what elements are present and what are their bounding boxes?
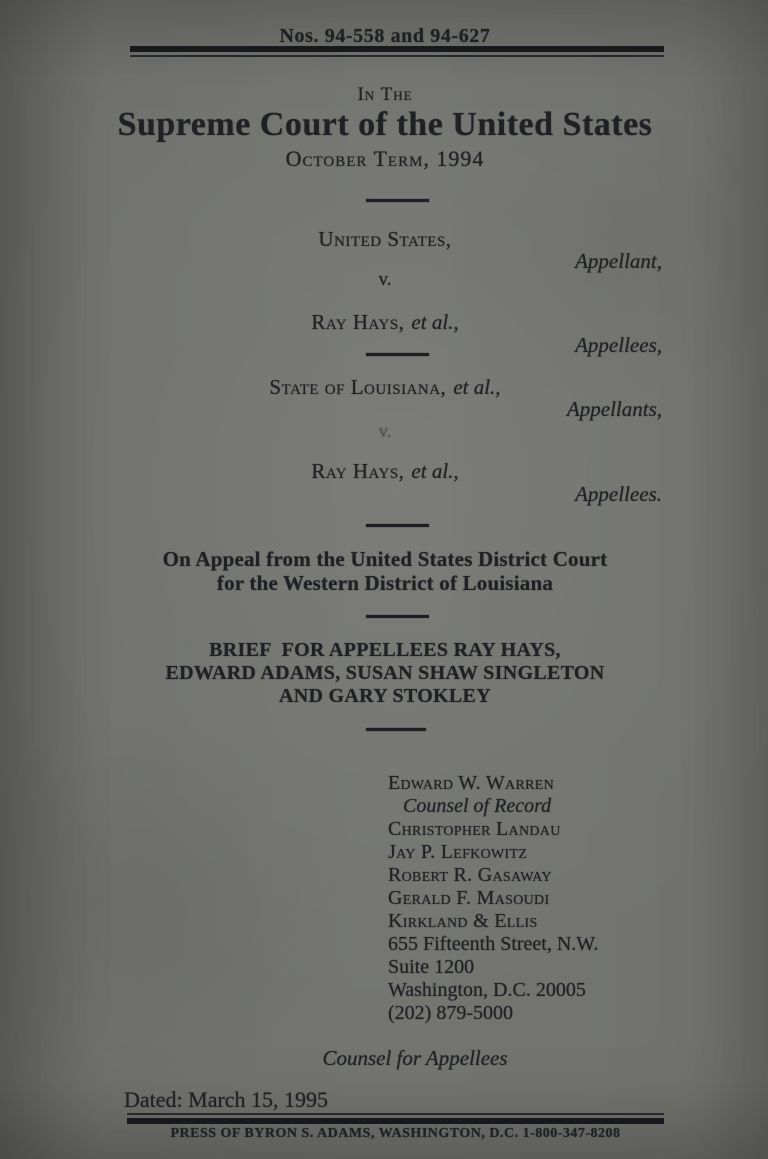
counsel-for-appellees-label: Counsel for Appellees — [322, 1046, 508, 1070]
case2-second-party — [10, 459, 760, 484]
counsel-name: Gerald F. Masoudi — [388, 887, 550, 909]
case2-second-party-name: Ray Hays, — [311, 459, 405, 483]
case1-versus: v. — [378, 269, 392, 290]
case2-appellants-label: Appellants, — [566, 397, 662, 421]
section-divider-rule — [366, 728, 426, 731]
term-line: October Term, 1994 — [285, 146, 485, 171]
case1-appellant-label: Appellant, — [575, 249, 662, 273]
section-divider-rule — [366, 615, 429, 618]
law-firm-name: Kirkland & Ellis — [388, 910, 538, 932]
phone-number: (202) 879-5000 — [388, 1002, 513, 1024]
printer-credit-line: PRESS OF BYRON S. ADAMS, WASHINGTON, D.C. 1-800-347-8208 — [170, 1126, 621, 1141]
section-divider-rule — [366, 524, 429, 527]
case1-appellees-label: Appellees, — [575, 333, 662, 357]
case1-second-party-etal: et al., — [411, 310, 459, 334]
case1-first-party-name: United States, — [318, 227, 452, 251]
section-divider-rule — [366, 199, 429, 202]
bottom-double-rule — [127, 1113, 664, 1124]
counsel-name: Christopher Landau — [388, 818, 561, 840]
counsel-name: Edward W. Warren — [388, 772, 554, 794]
court-name-title: Supreme Court of the United States — [117, 106, 653, 143]
case2-versus: v. — [378, 421, 392, 442]
case2-first-party-etal: et al., — [453, 375, 501, 399]
case2-second-party-etal: et al., — [411, 459, 459, 483]
section-divider-rule — [366, 353, 429, 356]
brief-title-line3: AND GARY STOKLEY — [279, 685, 491, 707]
address-suite: Suite 1200 — [388, 956, 475, 978]
appeal-statement-line2: for the Western District of Louisiana — [216, 571, 554, 595]
address-city: Washington, D.C. 20005 — [388, 979, 586, 1001]
case1-second-party-name: Ray Hays, — [311, 310, 405, 334]
appeal-statement-line1: On Appeal from the United States District Court — [162, 547, 608, 571]
docket-numbers: Nos. 94-558 and 94-627 — [279, 25, 491, 47]
address-street: 655 Fifteenth Street, N.W. — [388, 933, 599, 955]
case2-appellees-label: Appellees. — [575, 482, 662, 506]
brief-title-line1: BRIEF FOR APPELLEES RAY HAYS, — [209, 639, 561, 661]
brief-title-line2: EDWARD ADAMS, SUSAN SHAW SINGLETON — [165, 662, 605, 684]
top-double-rule — [130, 46, 664, 57]
counsel-name: Jay P. Lefkowitz — [388, 841, 528, 863]
in-the-heading: In The — [357, 84, 413, 105]
counsel-name: Robert R. Gasaway — [388, 864, 552, 886]
dated-line: Dated: March 15, 1995 — [124, 1087, 329, 1112]
counsel-block — [388, 772, 598, 1025]
case2-first-party-name: State of Louisiana, — [269, 375, 447, 399]
case1-second-party — [10, 310, 760, 335]
counsel-of-record-label: Counsel of Record — [403, 795, 552, 817]
